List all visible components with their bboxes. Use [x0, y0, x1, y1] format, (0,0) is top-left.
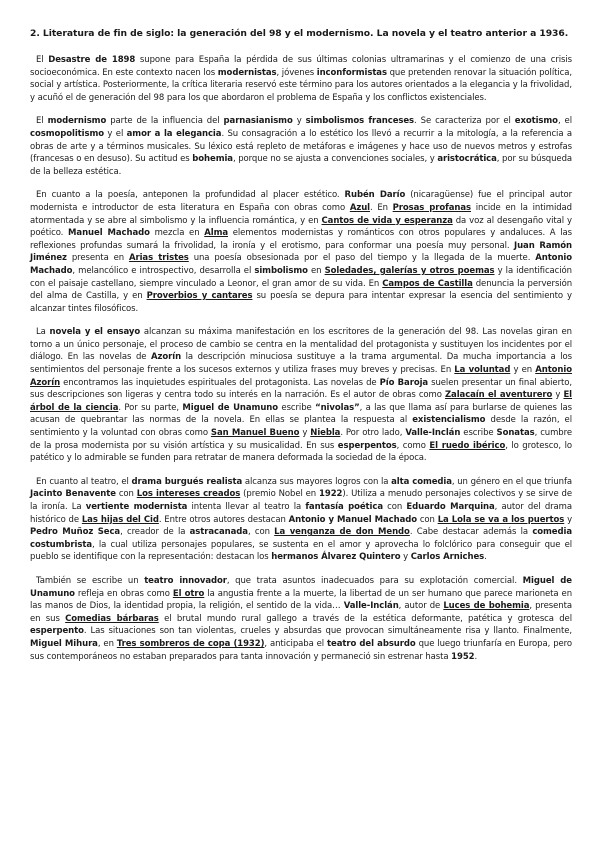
bold-term: Antonio y Manuel Machado [288, 514, 418, 525]
text-run: , en [97, 638, 117, 649]
text-run: parte de la influencia del [106, 116, 224, 127]
text-run: refleja en obras como [74, 588, 173, 599]
bold-term: aristocrática [437, 154, 497, 165]
text-run: , presenta en sus [30, 601, 572, 624]
bold-term: amor a la elegancia [126, 128, 222, 139]
text-run: El [36, 116, 48, 127]
bold-term: astracanada [189, 527, 248, 538]
text-run: con [383, 502, 407, 512]
underlined-term: Campos de Castilla [382, 278, 473, 289]
bold-term: simbolismo [254, 265, 308, 276]
text-run: ). Utiliza a menudo personajes colectivos y se sirve de la ironía. La [30, 489, 573, 512]
underlined-term: Proverbios y cantares [146, 291, 253, 302]
text-run: , creador de la [120, 527, 190, 538]
underlined-term: Los intereses creados [136, 489, 241, 500]
text-run: incide en la intimidad atormentada y se abre al simbolismo y la influencia romántica, y en [30, 202, 572, 226]
text-run: con [417, 514, 438, 525]
bold-term: Valle-Inclán [405, 428, 461, 439]
text-run: da voz al desengaño vital y poético. [30, 215, 572, 239]
text-run: , lo grotesco, lo patético y lo admirable se funden para retratar de manera deformada la sociedad de la época. [30, 440, 572, 464]
text-run: . Las situaciones son tan violentas, crueles y absurdas que provocan simultáneamente risa y llanto. Finalmente, [83, 626, 572, 637]
text-run: , por su búsqueda de la belleza estética. [30, 154, 573, 177]
text-run: intenta llevar al teatro la [187, 502, 306, 512]
text-run: En cuanto a la poesía, anteponen la profundidad al placer estético. [36, 190, 345, 201]
text-run: alcanzan su máxima manifestación en los escritores de la generación del 98. Las novelas giran en torno a un único personaje, el proceso de cambio se centra en la mentalidad del protagonista y sustituyen los incidentes por el diálogo. En las novelas de [30, 327, 572, 363]
bold-term: 1952 [451, 651, 475, 662]
underlined-term: Soledades, galerías y otros poemas [324, 265, 495, 276]
text-run: . Por su parte, [118, 402, 183, 413]
bold-term: Jacinto Benavente [30, 489, 116, 500]
underlined-term: La Lola se va a los puertos [437, 514, 565, 525]
text-run: , anticipaba el [264, 638, 328, 649]
text-run: El [36, 55, 49, 65]
underlined-term: Comedias bárbaras [65, 613, 159, 624]
bold-term: cosmopolitismo [30, 128, 104, 139]
text-run: , jóvenes [276, 67, 317, 78]
text-run: encontramos las inquietudes espirituales del protagonista. Las novelas de [60, 377, 380, 388]
text-run: en [307, 265, 325, 276]
bold-term: Pío Baroja [379, 377, 429, 388]
underlined-term: Cantos de vida y esperanza [321, 215, 453, 226]
underlined-term: La voluntad [454, 365, 511, 376]
bold-term: fantasía poética [305, 502, 383, 512]
underlined-term: Azul [349, 202, 370, 213]
bold-term: simbolismos franceses [305, 116, 415, 127]
underlined-term: El otro [172, 588, 205, 599]
bold-term: 1922 [319, 489, 343, 500]
bold-term: Carlos Arniches [410, 552, 485, 563]
bold-term: comedia costumbrista [30, 527, 572, 550]
text-run: y [564, 514, 573, 525]
bold-term: Manuel Machado [68, 228, 150, 239]
bold-term: alta comedia [391, 476, 452, 487]
bold-term: modernismo [47, 116, 107, 127]
text-run: , un género en el que triunfa [451, 476, 572, 487]
text-run: una poesía obsesionada por el paso del tiempo y la llegada de la muerte. [188, 253, 536, 264]
text-run: la descripción minuciosa sustituye a la trama argumental. Da mucha importancia a los sentimientos del personaje frente a los sucesos externos y utiliza frases muy breves y precisas. En [30, 352, 572, 376]
bold-term: Valle-Inclán [343, 601, 399, 612]
bold-term: exotismo [514, 116, 558, 127]
text-run: , porque no se ajusta a convenciones sociales, y [232, 154, 438, 165]
bold-term: Miguel Mihura [30, 638, 98, 649]
text-run: . Entre otros autores destacan [158, 514, 289, 525]
bold-term: Miguel de Unamuno [182, 402, 279, 413]
text-run: , que trata asuntos inadecuados para su explotación comercial. [226, 575, 523, 586]
text-run: , el [557, 116, 572, 127]
text-run: , cumbre de la prosa modernista por su visión artística y su musicalidad. En sus [30, 428, 572, 451]
text-run: La [36, 327, 50, 338]
underlined-term: El ruedo ibérico [429, 440, 506, 451]
bold-term: Juan Ramón Jiménez [30, 240, 572, 264]
bold-term: Miguel de Unamuno [30, 575, 572, 599]
text-run: . Por otro lado, [340, 428, 406, 439]
text-run: que pretenden renovar la situación política, social y artística. Posteriormente, la crítica literaria reservó este término para los autores orientados a la elegancia y la frivolidad, y acuñó el de generación del 98 para los que abordaron el problema de España y los conflictos existenciales. [30, 67, 572, 103]
text-run: suelen presentar un final abierto, sus descripciones son ligeras y centra todo su interés en la narración. Es el autor de obras como [30, 377, 572, 401]
text-run: . Cabe destacar además la [409, 527, 533, 538]
bold-term: Azorín [151, 352, 182, 363]
text-run: su poesía se depura para intentar expresar la esencia del sentimiento y alcanzar tintes filosóficos. [30, 291, 573, 314]
text-run: escribe [460, 428, 497, 439]
paragraph-teatro-innovador [30, 575, 572, 663]
text-run: y [292, 116, 306, 127]
bold-term: parnasianismo [223, 116, 293, 127]
text-run: que luego triunfaría en Europa, pero sus contemporáneos no estaban preparados para tanta innovación y permaneció sin estrenar hasta [30, 638, 573, 662]
text-run: . En [370, 202, 393, 213]
text-run: y la identificación con el paisaje castellano, siempre vinculado a Leonor, el gran amor de su vida. En [30, 265, 572, 289]
bold-term: esperpentos [337, 440, 397, 451]
bold-term: Rubén Darío [344, 190, 406, 201]
text-run: y en [510, 365, 536, 376]
bold-term: hermanos Álvarez Quintero [271, 552, 401, 563]
bold-term: teatro innovador [144, 575, 227, 586]
bold-term: Antonio Machado [30, 253, 573, 276]
text-run: . [474, 651, 478, 662]
paragraph-teatro [30, 476, 572, 564]
paragraph-novela [30, 326, 572, 465]
text-run: , melancólico e introspectivo, desarrolla el [72, 265, 255, 276]
text-run: y el [104, 128, 127, 139]
text-run: , como [396, 440, 430, 451]
underlined-term: Niebla [310, 428, 341, 439]
bold-term: Desastre de 1898 [48, 55, 136, 65]
text-run: . Se caracteriza por el [414, 116, 515, 127]
underlined-term: Tres sombreros de copa (1932) [116, 638, 265, 649]
text-run: . Su consagración a lo estético los llevó a recurrir a la mitología, a la referencia a obras de arte y a términos musicales. Su léxico está repleto de metáforas e imágenes y hace uso de nuevos metros y estrofas (francesas o en desuso). Su actitud es [30, 128, 573, 165]
bold-term: existencialismo [412, 415, 486, 426]
underlined-term: Prosas profanas [392, 202, 471, 213]
bold-term: vertiente modernista [85, 502, 188, 512]
text-run: con [115, 489, 137, 500]
underlined-term: El árbol de la ciencia [30, 390, 572, 413]
bold-term: drama burgués realista [131, 476, 243, 487]
text-run: presenta en [66, 253, 129, 264]
text-run: . [484, 552, 487, 563]
text-run: alcanza sus mayores logros con la [242, 476, 392, 487]
text-run: (premio Nobel en [240, 489, 320, 500]
paragraph-poesia [30, 189, 572, 315]
underlined-term: Las hijas del Cid [81, 514, 159, 525]
underlined-term: Antonio Azorín [30, 365, 572, 388]
bold-term: esperpento [30, 626, 84, 637]
text-run: y [552, 390, 564, 401]
text-run: y [400, 552, 411, 563]
text-run: , autor de [398, 601, 444, 612]
text-run: , a las que llama así para burlarse de quienes las acusan de quebrantar las normas de la novela. En ellas se plantea la respuesta al [30, 402, 572, 426]
bold-term: Sonatas [496, 428, 535, 439]
paragraph-desastre [30, 54, 572, 104]
text-run: También se escribe un [36, 575, 145, 586]
text-run: , la cual utiliza personajes populares, se sustenta en el amor y aprovecha lo folclórico para conseguir que el pueblo se identifique con la representación: destacan los [30, 539, 572, 563]
bold-term: novela y el ensayo [49, 327, 141, 338]
bold-term: Eduardo Marquina [406, 502, 495, 512]
text-run: el brutal mundo rural gallego a través de la estética deformante, patética y grotesca del [158, 613, 572, 624]
text-run: En cuanto al teatro, el [36, 476, 132, 487]
bold-term: Pedro Muñoz Seca [30, 527, 121, 538]
underlined-term: Zalacaín el aventurero [444, 390, 553, 401]
bold-term: inconformistas [316, 67, 387, 78]
bold-term: modernistas [217, 67, 277, 78]
text-run: , con [247, 527, 275, 538]
bold-term: “nivolas” [315, 402, 360, 413]
underlined-term: San Manuel Bueno [210, 428, 300, 439]
section-heading: 2. Literatura de fin de siglo: la generación del 98 y el modernismo. La novela y el teatro anterior a 1936. [30, 28, 569, 39]
text-run: elementos modernistas y románticos con otros populares y andaluces. A las reflexiones profundas sumará la frivolidad, la ironía y el erotismo, para conformar una poesía muy personal. [30, 228, 572, 251]
text-run: la angustia frente a la muerte, la libertad de un ser humano que parece marioneta en las manos de Dios, la identidad propia, la religión, el sentido de la vida… [30, 588, 572, 612]
text-run: escribe [278, 402, 316, 413]
text-run: y [299, 428, 311, 439]
bold-term: bohemia [192, 154, 233, 165]
underlined-term: Alma [204, 228, 228, 239]
bold-term: teatro del absurdo [327, 638, 416, 649]
underlined-term: Luces de bohemia [443, 601, 530, 612]
text-run: (nicaragüense) fue el principal autor modernista e introductor de esta literatura en España con obras como [30, 190, 572, 213]
text-run: desde la razón, el sentimiento y la voluntad con obras como [30, 415, 572, 439]
underlined-term: Arias tristes [128, 253, 189, 264]
paragraph-modernismo [30, 115, 572, 178]
text-run: mezcla en [149, 228, 205, 239]
text-run: denuncia la perversión del alma de Castilla, y en [30, 278, 573, 302]
text-run: , autor del drama histórico de [30, 502, 573, 525]
underlined-term: La venganza de don Mendo [274, 527, 410, 538]
text-run: supone para España la pérdida de sus últimas colonias ultramarinas y el comienzo de una crisis socioeconómica. En este contexto nacen los [30, 55, 573, 78]
